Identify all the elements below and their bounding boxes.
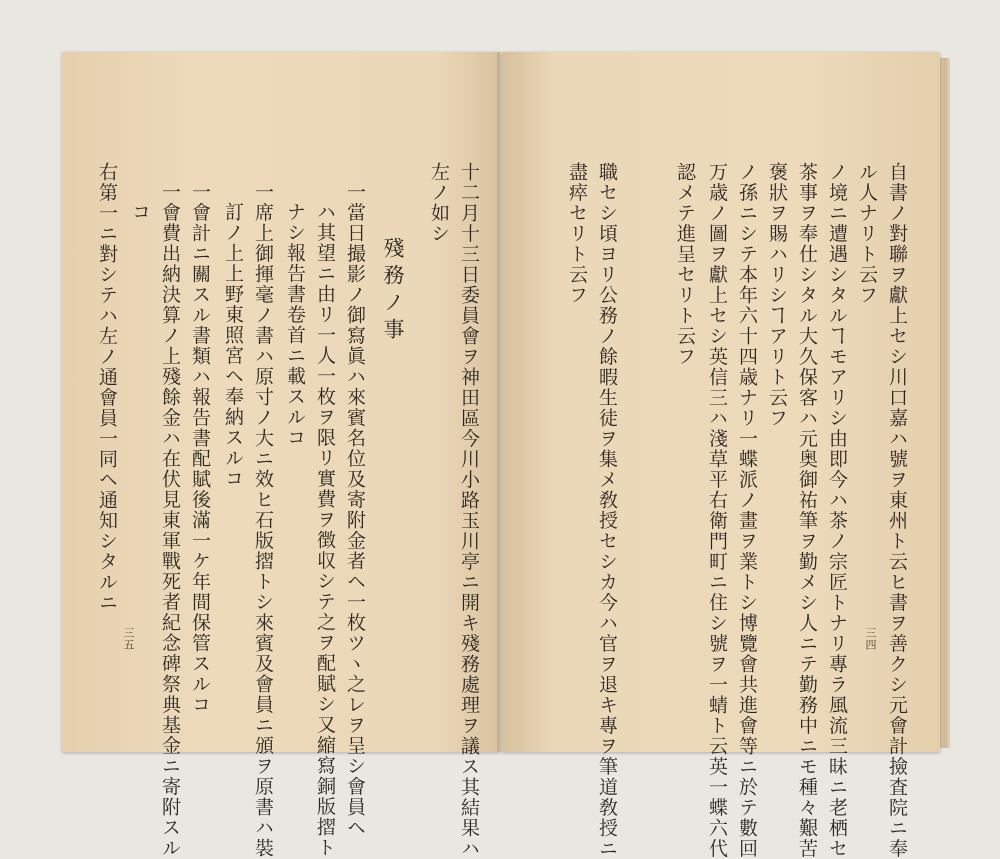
right-line-8: 自書ノ對聯ヲ獻上セシ川口嘉ハ號ヲ東州ト云ヒ書ヲ善クシ元會計撿査院ニ奉 bbox=[886, 162, 908, 859]
right-line-9: 職セシ頃ヨリ公務ノ餘暇生徒ヲ集メ敎授セシカ今ハ官ヲ退キ專ヲ筆道敎授ニ bbox=[596, 162, 618, 859]
left-folio: 三五 bbox=[122, 627, 135, 651]
left-page bbox=[62, 52, 500, 859]
page-edges bbox=[940, 58, 950, 748]
left-line-3: 一當日撮影ノ御寫眞ハ來賓名位及寄附金者ヘ一枚ツヽ之レヲ呈シ會員ヘ bbox=[344, 182, 366, 838]
right-line-1: 認メテ進呈セリト云フ bbox=[674, 162, 696, 367]
left-line-1: 十二月十三日委員會ヲ神田區今川小路玉川亭ニ開キ殘務處理ヲ議ス其結果ハ bbox=[458, 162, 480, 859]
left-line-5: ナシ報告書卷首ニ載スルコ bbox=[284, 202, 306, 448]
right-page bbox=[502, 52, 940, 859]
left-line-6: 一席上御揮毫ノ書ハ原寸ノ大ニ效ヒ石版摺トシ來賓及會員ニ頒ヲ原書ハ裝 bbox=[252, 182, 274, 859]
right-line-5: 茶事ヲ奉仕シタル大久保客ハ元奥御祐筆ヲ勤メシ人ニテ勤務中ニモ種々艱苦 bbox=[796, 162, 818, 859]
left-line-9: 一會費出納決算ノ上殘餘金ハ在伏見東軍戰死者紀念碑祭典基金ニ寄附スル bbox=[159, 182, 181, 859]
left-line-11: 右第一ニ對シテハ左ノ通會員一同ヘ通知シタルニ bbox=[96, 162, 118, 613]
right-line-4: 褒狀ヲ賜ハリシヿアリト云フ bbox=[766, 162, 788, 429]
right-line-10: 盡瘁セリト云フ bbox=[566, 162, 588, 306]
left-line-4: ハ其望ニ由リ一人一枚ヲ限リ實費ヲ徴収シテ之ヲ配賦シ又縮寫銅版摺ト bbox=[314, 202, 336, 858]
right-line-7: ル人ナリト云フ bbox=[856, 162, 878, 306]
left-line-10: コ bbox=[129, 202, 151, 223]
left-line-2: 左ノ如シ bbox=[428, 162, 450, 244]
section-heading: 殘務ノ事 bbox=[381, 237, 405, 345]
right-folio: 三四 bbox=[864, 627, 877, 651]
right-line-6: ノ境ニ遭遇シタルヿモアリシ由即今ハ茶ノ宗匠トナリ專ラ風流三昧ニ老栖セ bbox=[826, 162, 848, 859]
right-line-2: 万歳ノ圖ヲ獻上セシ英信三ハ淺草平右衛門町ニ住シ號ヲ一蜻ト云英一蝶六代 bbox=[706, 162, 728, 859]
left-line-7: 訂ノ上上野東照宮ヘ奉納スルコ bbox=[222, 202, 244, 489]
left-line-8: 一會計ニ關スル書類ハ報告書配賦後滿一ケ年間保管スルコ bbox=[189, 182, 211, 715]
right-line-3: ノ孫ニシテ本年六十四歳ナリ一蝶派ノ畫ヲ業トシ博覽會共進會等ニ於テ數回 bbox=[736, 162, 758, 859]
